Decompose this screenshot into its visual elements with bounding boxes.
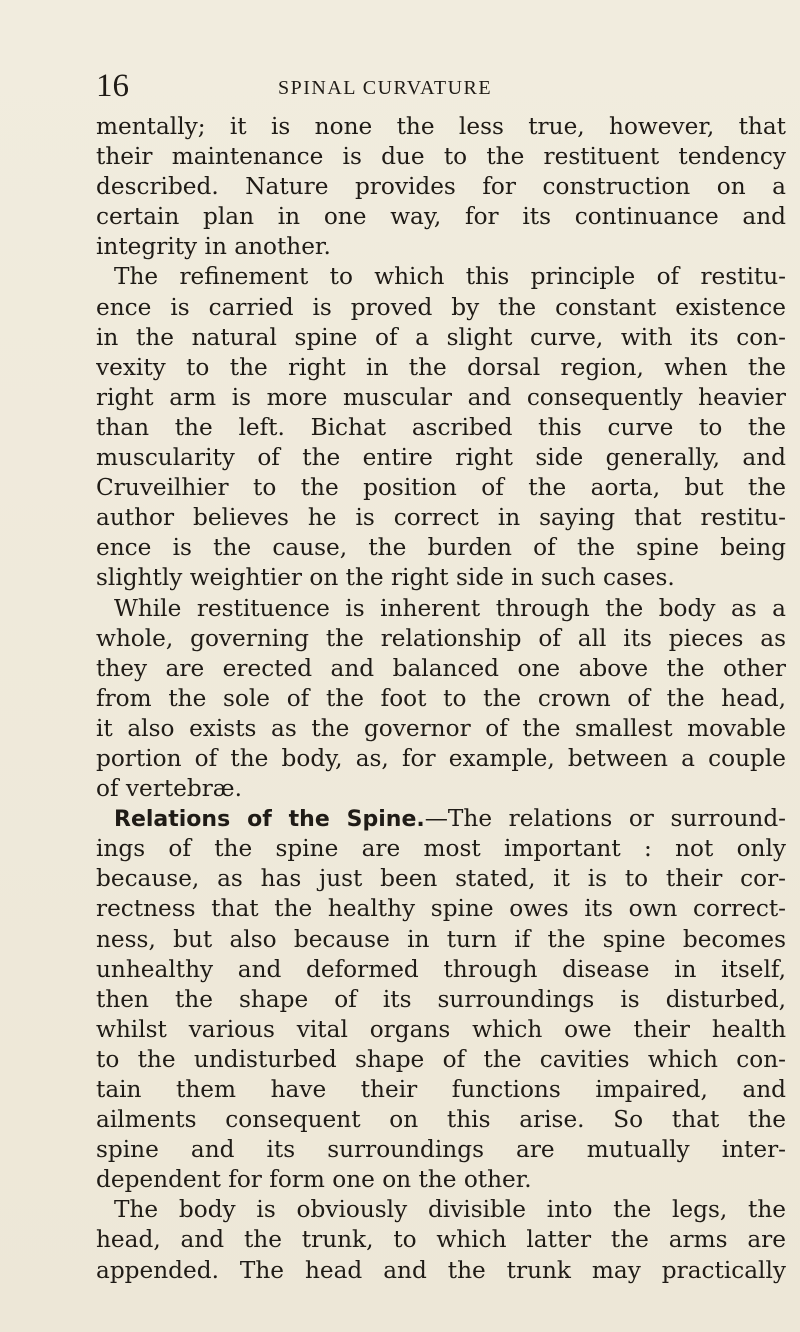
text-line: right arm is more muscular and consequently heavier bbox=[96, 383, 786, 411]
text-line: mentally; it is none the less true, however, that bbox=[96, 113, 786, 140]
running-head bbox=[96, 66, 786, 106]
text-line-with-heading bbox=[96, 804, 786, 834]
text-line: ence is carried is proved by the constant existence bbox=[96, 293, 786, 321]
text-line: ness, but also because in turn if the spine becomes bbox=[96, 925, 786, 953]
text-run: —The relations or surround- bbox=[424, 805, 786, 833]
text-line: ence is the cause, the burden of the spine being bbox=[96, 534, 786, 562]
text-line: whole, governing the relationship of all its pieces as bbox=[96, 624, 786, 652]
text-line: Cruveilhier to the position of the aorta, but the bbox=[96, 474, 786, 502]
text-line: to the undisturbed shape of the cavities which con- bbox=[96, 1045, 786, 1073]
text-line: than the left. Bichat ascribed this curve to the bbox=[96, 413, 786, 441]
text-line: tain them have their functions impaired, and bbox=[96, 1076, 786, 1103]
text-line: slightly weightier on the right side in such cases. bbox=[96, 564, 675, 592]
text-line: then the shape of its surroundings is disturbed, bbox=[96, 985, 786, 1013]
text-line: The refinement to which this principle of restitu- bbox=[114, 263, 786, 291]
text-line: appended. The head and the trunk may practically bbox=[96, 1256, 786, 1284]
text-line: integrity in another. bbox=[96, 233, 331, 261]
text-line: ailments consequent on this arise. So that the bbox=[96, 1106, 786, 1134]
running-title: SPINAL CURVATURE bbox=[278, 77, 493, 99]
text-line: author believes he is correct in saying that restitu- bbox=[96, 504, 786, 532]
text-line: While restituence is inherent through the body as a bbox=[114, 594, 786, 622]
text-line: spine and its surroundings are mutually inter- bbox=[96, 1136, 786, 1164]
text-line: portion of the body, as, for example, between a couple bbox=[96, 744, 786, 772]
page-number: 16 bbox=[96, 68, 129, 104]
text-line: it also exists as the governor of the smallest movable bbox=[96, 714, 786, 742]
text-line: their maintenance is due to the restituent tendency bbox=[96, 143, 786, 171]
section-heading: Relations of the Spine. bbox=[114, 807, 425, 833]
text-line: muscularity of the entire right side generally, and bbox=[96, 444, 786, 472]
text-line: from the sole of the foot to the crown of the head, bbox=[96, 684, 786, 712]
text-line: because, as has just been stated, it is to their cor- bbox=[96, 865, 786, 893]
text-line: rectness that the healthy spine owes its own correct- bbox=[96, 895, 786, 923]
text-line: certain plan in one way, for its continuance and bbox=[96, 203, 786, 231]
text-line: dependent for form one on the other. bbox=[96, 1166, 532, 1194]
text-line: vexity to the right in the dorsal region, when the bbox=[96, 353, 786, 381]
text-line: The body is obviously divisible into the legs, the bbox=[114, 1196, 786, 1224]
text-line: in the natural spine of a slight curve, with its con- bbox=[96, 323, 786, 351]
text-line: unhealthy and deformed through disease in itself, bbox=[96, 955, 786, 983]
text-line: described. Nature provides for construction on a bbox=[96, 173, 786, 201]
text-line: whilst various vital organs which owe their health bbox=[96, 1015, 786, 1043]
body-text bbox=[96, 112, 786, 1286]
text-line: they are erected and balanced one above the other bbox=[96, 654, 786, 682]
text-line: ings of the spine are most important : not only bbox=[96, 835, 786, 863]
text-line: of vertebræ. bbox=[96, 775, 242, 803]
text-line: head, and the trunk, to which latter the arms are bbox=[96, 1226, 786, 1254]
